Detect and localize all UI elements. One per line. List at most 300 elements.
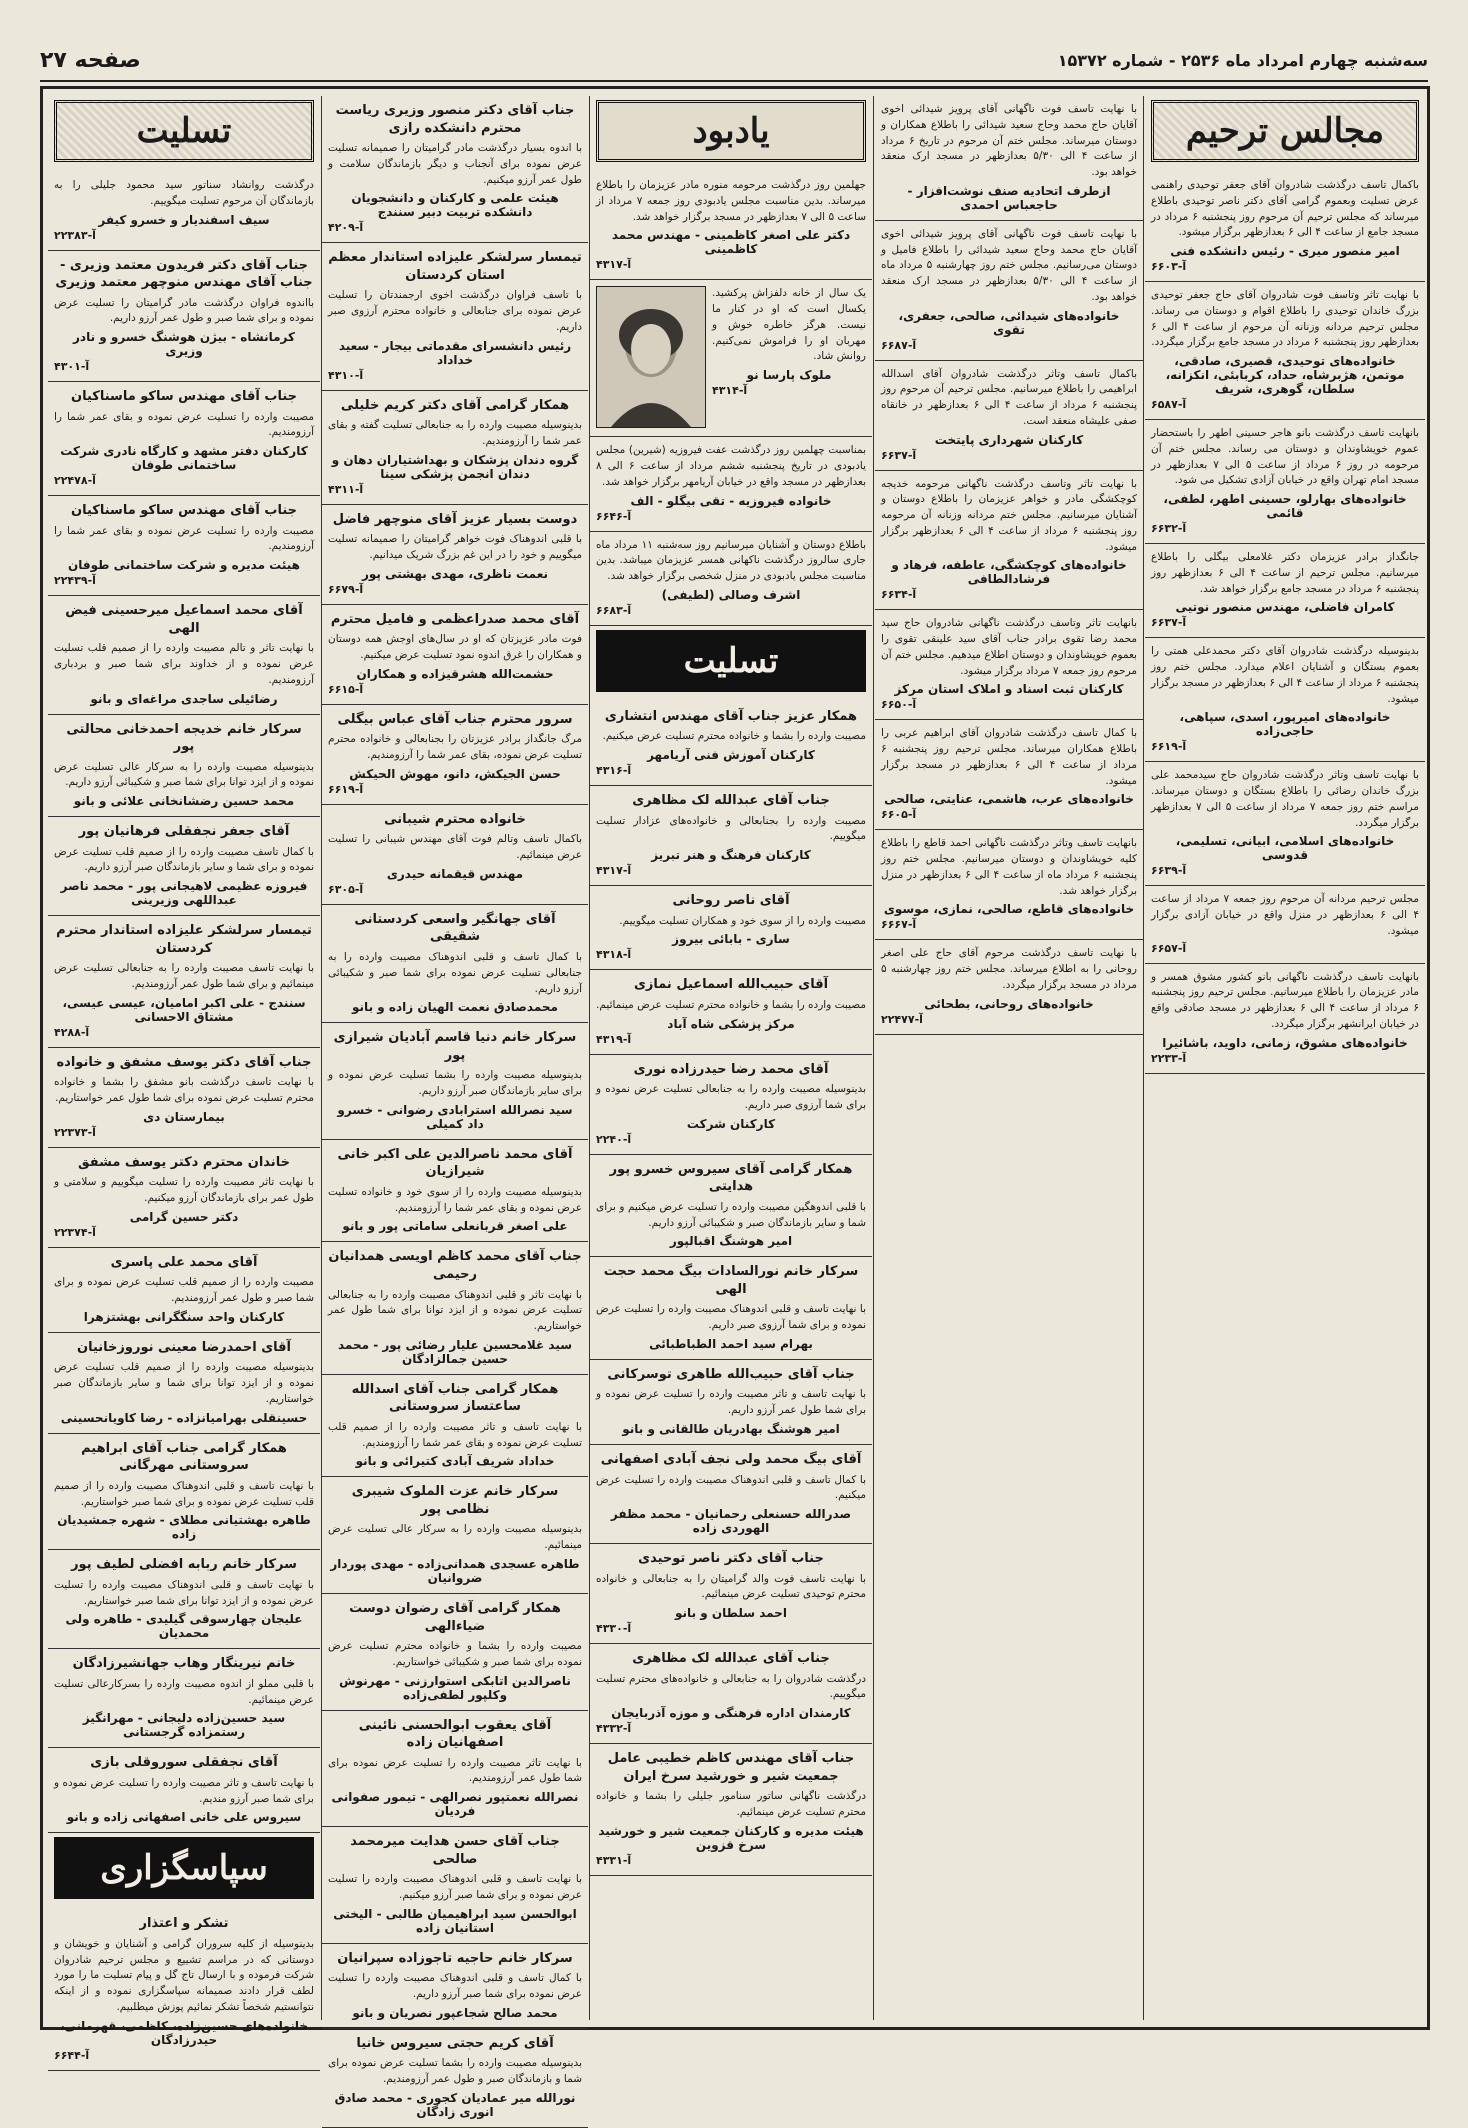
notice-signature: خانواده‌های کوچکشگی، عاطفه، فرهاد و فرشادالطافی [891, 558, 1127, 587]
page-number: صفحه ۲۷ [40, 47, 141, 73]
notice-code: آ-۴۳۳۲ [596, 1722, 632, 1736]
notice-title: سرکار خانم دنیا قاسم آبادیان شیرازی پور [333, 1030, 577, 1063]
notice-title: جناب آقای حسن هدایت میرمحمد صالحی [350, 1834, 560, 1867]
notice-body: بانهایت تاسف درگذشت بانو هاجر حسینی اطهر را باستحضار عموم خویشاوندان و دوستان می رساند. مجلس ختم آن مرحومه در روز ۶ مرداد از ساعت ۵ الی ۷ بعدازظهر در مسجد امام تهران واقع در خیابان آزادی تشکیل می شود. [1151, 427, 1419, 487]
notice [48, 1148, 320, 1248]
column-2-notices [875, 96, 1143, 1035]
notice-code: آ-۶۶۰۳ [1151, 260, 1187, 273]
notice-body: با نهایت تاثر و تالم مصیبت وارده را از صمیم قلب تسلیت عرض نموده و از خداوند برای شما صبر و بردباری آرزومندیم. [54, 642, 314, 686]
notice-body: با نهایت تاسف و تاثر مصیبت وارده را تسلیت عرض نموده و برای شما صبر آرزو مندیم. [54, 1776, 314, 1805]
notice-title: آقای بیگ محمد ولی نجف آبادی اصفهانی [600, 1451, 862, 1467]
notice [590, 1544, 872, 1644]
thanks-body: بدینوسیله از کلیه سروران گرامی و آشنایان و خویشان و دوستانی که در مراسم تشییع و مجلس ترحیم شادروان شرکت فرموده و با ارسال تاج گل و پیام تسلیت ما را مورد لطف قرار دادند صمیمانه سپاسگزاری نموده و از اینکه نتوانستیم شخصاً تشکر نمائیم پوزش میطلبیم. [54, 1937, 314, 2013]
notice-body: مرگ جانگداز برادر عزیزتان را بجنابعالی و خانواده محترم تسلیت عرض نموده، بقای عمر شما را آرزومندیم. [328, 733, 582, 762]
notice-code: آ-۶۶۸۷ [881, 338, 917, 352]
notice [322, 1023, 588, 1140]
notice-body: مصیبت وارده را از سوی خود و همکاران تسلیت میگوییم. [619, 914, 866, 927]
notice-body: باطلاع دوستان و آشنایان میرسانیم روز سه‌شنبه ۱۱ مرداد ماه جاری سالروز درگذشت ناکهانی همسر عزیزمان میباشد. بدین مناسبت مجلس یادبودی در منزل شخصی برگزار خواهد شد. [596, 538, 867, 582]
notice [1145, 544, 1425, 638]
notice-body: باکمال تاسف وتالم فوت آقای مهندس شیبانی را تسلیت عرض مینمائیم. [328, 833, 582, 862]
notice-code: آ-۲۲۳۳ [1151, 1051, 1187, 1065]
notice-body: جهلمین روز درگذشت مرحومه منوره مادر عزیزمان را باطلاع میرساند. بدین مناسبت مجلس یادبودی روز جمعه ۷ مرداد از ساعت ۵ الی ۷ بعدازظهر در مسجد برگزار خواهد شد. [596, 179, 866, 223]
notice-code: آ-۴۳۱۷ [596, 258, 632, 272]
notice-title: دوست بسیار عزیز آقای منوچهر فاضل [332, 511, 578, 527]
notice-code: آ-۶۶۳۹ [1151, 864, 1187, 878]
notice-signature: محمد صالح شجاعپور نصریان و بانو [352, 2005, 558, 2020]
notice [1145, 282, 1425, 420]
notice-code: آ-۶۶۳۷ [1151, 616, 1187, 630]
notice-signature: کارکنان شرکت [686, 1116, 776, 1131]
notice-signature: خانواده‌های مشوق، زمانی، داوید، باشائیرا [1162, 1035, 1408, 1050]
notice-title: سرکار خانم حاجیه تاجوزاده سپرانیان [337, 1950, 573, 1966]
notice [48, 916, 320, 1048]
notice-body: بدینوسیله مصیبت وارده را به سرکار عالی تسلیت عرض نموده و از ایزد توانا برای شما صبر و شکیبائی آرزو داریم. [54, 760, 314, 789]
notice-code: آ-۶۶۱۹ [1151, 740, 1187, 754]
notice-code: آ-۶۶۱۹ [328, 782, 364, 796]
notice-signature: خانواده‌های روحانی، بطحائی [924, 996, 1094, 1011]
notice [590, 1744, 872, 1876]
notice [875, 471, 1143, 611]
notice-title: تیمسار سرلشکر علیزاده استاندار محترم کردستان [56, 923, 312, 956]
notice-code: آ-۴۳۱۶ [596, 764, 632, 778]
notice-body: با نهایت تاسف فوت والد گرامیتان را به جنابعالی و خانواده محترم توحیدی تسلیت عرض مینمائیم. [596, 1572, 866, 1601]
notice [48, 382, 320, 496]
thanks-code: آ-۶۶۴۴ [54, 2048, 90, 2062]
notice-title: آقای احمدرضا معینی نوروزخانیان [77, 1339, 291, 1355]
column-3-notices [590, 702, 872, 1876]
notice [322, 1944, 588, 2029]
notice-body: با نهایت تاسف و قلبی اندوهناک مصیبت وارده را تسلیت عرض نموده و برای شما صبر آرزو میکنیم. [328, 1873, 582, 1902]
notice-signature: نعمت ناظری، مهدی بهشتی پور [362, 566, 548, 581]
notice-body: با نهایت تاثر وتاسف درگذشت ناگهانی مرحومه خدیجه کوچکشگی مادر و خواهر عزیزمان را باطلاع دوستان و آشنایان میرسانیم. مجلس ختم مردانه وزنانه آن مرحومه روز پنجشنبه ۶ مرداد از ساعت ۴ الی ۶ بعدازظهر برگزار میشود. [881, 477, 1138, 553]
notice-body: با نهایت تاسف و قلبی اندوهناک مصیبت وارده را تسلیت عرض نموده و از ایزد توانا برای شما صبر خواستاریم. [54, 1578, 314, 1607]
notice-body: بدینوسیله مصیبت وارده را از صمیم قلب تسلیت عرض نموده و از ایزد توانا برای شما و سایر بازماندگان صبر خواستاریم. [54, 1361, 314, 1405]
notice-title: جناب آقای دکتر یوسف مشفق و خانواده [56, 1054, 312, 1070]
notice-body: مصیبت وارده را بشما و خانواده محترم تسلیت عرض میکنیم. [602, 730, 866, 743]
notice-body: باکمال تاسف وتاثر درگذشت شادروان آقای اسدالله ابراهیمی را باطلاع میرسانیم. مجلس ترحیم آن مرحوم روز پنجشنبه ۶ مرداد از ساعت ۴ الی ۶ بعدازظهر در خانقاه صفی علیشاه منعقد است. [881, 367, 1137, 427]
notice-body: مصیبت وارده را بشما و خانواده محترم تسلیت عرض مینمائیم. [596, 998, 866, 1011]
notice [590, 1055, 872, 1155]
notice-code: آ-۲۲۴۳۹ [54, 574, 96, 588]
notice-body: با نهایت تاثر مصیبت وارده را تسلیت میگوییم و سلامتی و طول عمر برای بازماندگان آرزو میکنیم. [54, 1176, 314, 1205]
notice-title: جناب آقای دکتر ناصر توحیدی [638, 1551, 824, 1567]
banner-majales-tarhim: مجالس ترحیم [1151, 100, 1419, 162]
column-3 [590, 96, 872, 2020]
notice-body: با کمال تاسف مصیبت وارده را از صمیم قلب تسلیت عرض نموده و برای شما و سایر بازماندگان صبر آرزو داریم. [54, 845, 314, 874]
notice [322, 805, 588, 905]
notice-signature: کارکنان شهرداری پایتخت [934, 432, 1084, 447]
notice-title: خانواده محترم شیبانی [384, 811, 526, 827]
notice-signature: طاهره عسجدی همدانی‌زاده - مهدی پوردار ضروانیان [330, 1556, 580, 1585]
notice [1145, 762, 1425, 886]
column-4 [322, 96, 588, 2119]
notice [322, 391, 588, 505]
notice [322, 1827, 588, 1944]
notice-signature: امیر منصور میری - رئیس دانشکده فنی [1170, 244, 1400, 258]
notice-signature: کارکنان واحد سنگگرانی بهشتزهرا [83, 1309, 285, 1324]
notice [590, 1644, 872, 1744]
notice [590, 1445, 872, 1544]
notice-code: آ-۴۳۱۰ [328, 368, 364, 382]
notice-body: با نهایت تاثر مصیبت وارده را تسلیت عرض نموده برای شما طول عمر آرزومندیم. [328, 1756, 582, 1785]
notice-code: آ-۶۶۴۶ [596, 509, 632, 523]
notice-code: آ-۶۶۵۷ [1151, 941, 1187, 955]
notice-body: با نهایت تاسف و قلبی اندوهناک مصیبت وارده را از صمیم قلب تسلیت عرض نموده و برای شما صبر خواستاریم. [54, 1479, 314, 1508]
notice [875, 940, 1143, 1034]
dateline: سه‌شنبه چهارم امرداد ماه ۲۵۳۶ - شماره ۱۵۳۷۲ [1057, 50, 1428, 70]
notice-signature: خانواده‌های قاطع، صالحی، نمازی، موسوی [883, 902, 1135, 917]
notice [590, 437, 872, 531]
notice-body: با نهایت تاثر و قلبی اندوهناک مصیبت وارده را به جنابعالی تسلیت عرض نموده و از ایزد توانا برای شما طول عمر خواستاریم. [328, 1288, 582, 1333]
notice-body: بااندوه فراوان درگذشت مادر گرامیتان را تسلیت عرض نموده و برای شما صبر و طول عمر آرزو داریم. [54, 296, 314, 325]
notice-signature: هیئت مدیره و کارکنان جمعیت شیر و خورشید سرخ قزوین [598, 1823, 864, 1852]
notice-signature: ناصرالدین اتابکی استوارزنی - مهرنوش وکلپور لطفی‌زاده [339, 1673, 571, 1702]
notice-signature: کارکنان دفتر مشهد و کارگاه نادری شرکت ساختمانی طوفان [60, 444, 308, 473]
notice-signature: محمد حسین رضشانخانی علائی و بانو [73, 794, 295, 809]
notice-signature: خانواده‌های عرب، هاشمی، عنایتی، صالحی [884, 792, 1134, 807]
notice-title: جناب آقای حبیب‌الله طاهری توسرکانی [607, 1366, 855, 1382]
notice-signature: ازطرف اتحادیه صنف نوشت‌افزار - حاجعباس احمدی [907, 183, 1111, 212]
notice-body: جانگداز برادر عزیزمان دکتر غلامعلی بیگلی را باطلاع میرسانیم. مجلس ترحیم از ساعت ۴ الی ۶ بعدازظهر روز پنجشنبه ۶ مرداد در مسجد جامع برگزار خواهد شد. [1151, 551, 1419, 595]
notice-code: آ-۴۳۰۱ [54, 360, 90, 374]
notice [1145, 420, 1425, 544]
notice-code: آ-۴۳۱۸ [596, 948, 632, 962]
portrait-photo [596, 286, 706, 428]
notice-signature: ساری - بابائی بیروز [672, 932, 790, 947]
notice-body: بدینوسیله مصیبت وارده را بشما تسلیت عرض نموده برای شما و بازماندگان صبر و طول عمر آرزومندیم. [328, 2057, 582, 2086]
notice-signature: سنندج - علی اکبر امامیان، عیسی عیسی، مشتاق الاحسانی [62, 995, 306, 1024]
notice-body: با قلبی اندوهناک فوت خواهر گرامیتان را صمیمانه تسلیت میگوییم و خود را در این غم بزرگ شریک میدانیم. [328, 533, 582, 562]
notice [48, 1048, 320, 1148]
notice [1145, 172, 1425, 282]
notice-signature: خانواده‌های امیرپور، اسدی، سپاهی، حاجی‌زاده [1179, 710, 1391, 739]
notice-title: همکار گرامی جناب آقای ابراهیم سروستانی مهرگانی [81, 1440, 287, 1474]
notice-body: با نهایت تاسف مصیبت وارده را به جنابعالی تسلیت عرض مینمائیم و برای شما طول عمر آرزومندیم. [54, 962, 314, 991]
notice-title: همکار گرامی آقای سیروس خسرو پور هدایتی [609, 1161, 853, 1195]
notice-signature: دکتر علی اصغر کاظمینی - مهندس محمد کاظمینی [611, 228, 851, 257]
notice-body: باکمال تاسف درگذشت شادروان آقای جعفر توحیدی راهنمی عرض تسلیت وبعموم گرامی آقای دکتر ناصر توحیدی باطلاع میرساند که مجلس ترحیم آن مرحوم روز پنجشنبه ۶ مرداد در مسجد جامع از ساعت ۴ الی ۶ بعدازظهر برگزار میشود. [1151, 179, 1419, 239]
notice-signature: کارکنان آموزش فنی آریامهر [647, 748, 815, 763]
memorial-text: یک سال از خانه دلفزاش پرکشید. یکسال است که او در کنار ما نیست. هرگز خاطره خوش و مهربان او را فراموش نمی‌کنیم. روانش شاد. [712, 287, 866, 363]
notice-code: آ-۲۲۴۷۷ [881, 1012, 923, 1026]
notice [590, 786, 872, 886]
notice [590, 1257, 872, 1360]
notice-title: جناب آقای عبدالله لک مظاهری [632, 793, 830, 809]
notice [590, 1360, 872, 1445]
notice-code: آ-۶۶۷۹ [328, 582, 364, 596]
notice-signature: گروه دندان پزشکان و بهداشتیاران دهان و دندان انجمن پزشکی سینا [331, 452, 579, 481]
notice-signature: صدرالله حسنعلی رحمانیان - محمد مظفر الهوردی زاده [610, 1507, 852, 1536]
notice [322, 1242, 588, 1374]
notice [48, 172, 320, 251]
notice-signature: کامران فاضلی، مهندس منصور نوتیی [1175, 600, 1395, 615]
notice [48, 715, 320, 818]
notice-title: سرکار خانم عزت الملوک شیبری نظامی پور [351, 1484, 559, 1517]
notice-body: با تاسف فراوان درگذشت اخوی ارجمندتان را تسلیت عرض نموده برای جنابعالی و خانواده محترم آرزوی صبر داریم. [328, 289, 582, 333]
notice-signature: رئیس دانشسرای مقدماتی بیجار - سعید خداداد [338, 338, 572, 367]
notice-body: با قلبی مملو از اندوه مصیبت وارده را بسرکارعالی تسلیت عرض مینمائیم. [54, 1677, 314, 1706]
notice [590, 532, 872, 626]
memorial-poem [712, 286, 866, 428]
notice-signature: خانواده فیروزیه - تقی بیگلو - الف [630, 493, 832, 508]
notice [875, 720, 1143, 830]
notice-body: با نهایت تاسف و تاثر مصیبت وارده را تسلیت عرض نموده و برای شما طول عمر آرزو داریم. [596, 1388, 866, 1417]
notice-signature: خانواده‌های بهارلو، حسینی اطهر، لطفی، قائمی [1163, 492, 1407, 520]
notice-signature: دکتر حسین گرامی [129, 1209, 239, 1224]
notice-title: آقای جهانگیر واسعی کردستانی شقیقی [354, 911, 556, 945]
notice-body: با اندوه بسیار درگذشت مادر گرامیتان را صمیمانه تسلیت عرض نموده برای آنجناب و دیگر بازماندگان سلامت و طول عمر آرزو میکنیم. [328, 142, 582, 186]
notice-signature: کارکنان ثبت اسناد و املاک استان مرکز [894, 682, 1124, 697]
notice [590, 1155, 872, 1258]
notice-signature: اشرف وصالی (لطیفی) [661, 587, 801, 602]
notice-title: همکار گرامی جناب آقای اسدالله ساعتساز سروستانی [351, 1381, 559, 1415]
notice [322, 1375, 588, 1478]
notice-signature: خداداد شریف آبادی کتیرائی و بانو [355, 1454, 555, 1469]
memorial-signature: ملوک پارسا نو [746, 368, 832, 382]
notice-title: جناب آقای دکتر فریدون معتمد وزیری - جناب آقای مهندس منوچهر معتمد وزیری [55, 257, 313, 291]
notice-signature: سیروس علی خانی اصفهانی زاده و بانو [66, 1810, 302, 1825]
notice-signature: نصرالله نعمتپور نصرالهی - تیمور صفوانی فردیان [331, 1790, 579, 1819]
notice-title: جناب آقای دکتر منصور وزیری ریاست محترم دانشکده رازی [335, 103, 575, 136]
notice-code: آ-۶۶۸۳ [596, 603, 632, 617]
banner-sepasgozari: سپاسگزاری [54, 1837, 314, 1899]
notice [1145, 964, 1425, 1074]
notice-body: درگذشت شادروان را به جنابعالی و خانواده‌های محترم تسلیت میگوییم. [596, 1672, 866, 1701]
notice [590, 172, 872, 280]
column-rule [873, 96, 874, 2020]
notice-body: مصیبت وارده را بجنابعالی و خانواده‌های عزادار تسلیت میگوییم. [596, 814, 866, 843]
notice-title: آقای محمد ناصرالدین علی اکبر خانی شیرازیان [337, 1146, 573, 1180]
notice [875, 830, 1143, 940]
thanks-title: تشکر و اعتذار [139, 1916, 229, 1932]
notice-body: با نهایت تاسف فوت ناگهانی آقای پرویز شیدائی اخوی آقایان حاج محمد وحاج سعید شیدائی را باطلاع همکاران و دوستان میرساند. مجلس ختم آن مرحوم در تاریخ ۶ مرداد از ساعت ۴ الی ۵/۳۰ بعدازظهر در مسجد ارک منعقد خواهد بود. [881, 103, 1137, 178]
notice [1145, 638, 1425, 762]
notice-signature: حسینقلی بهرامیانزاده - رضا کاویانحسینی [60, 1410, 308, 1425]
notice-body: با قلبی اندوهگین مصیبت وارده را تسلیت عرض میکنیم و برای شما و سایر بازماندگان صبر و شکیبائی آرزو داریم. [596, 1200, 866, 1229]
notice [875, 221, 1143, 361]
notice-title: جناب آقای محمد کاظم اویسی همدانیان رحیمی [328, 1249, 582, 1282]
notice-code: آ-۴۳۱۹ [596, 1032, 632, 1046]
notice-code: آ-۲۲۳۷۴ [54, 1225, 96, 1239]
notice-body: با کمال تاسف و قلبی اندوهناک مصیبت وارده را تسلیت عرض میکنیم. [596, 1473, 866, 1502]
notice-signature: حشمت‌الله هشرقیزاده و همکاران [356, 666, 554, 681]
notice-signature: کارمندان اداره فرهنگی و موزه آذربایجان [611, 1706, 851, 1721]
notice-signature: مهندس قیقمانه حیدری [386, 866, 524, 881]
notice [48, 1248, 320, 1333]
notice-body: بانهایت تاسف وتاثر درگذشت ناگهانی احمد قاطع را باطلاع کلیه خویشاوندان و دوستان میرسانیم. مجلس ختم روز پنجشنبه ۶ مرداد ماه از ساعت ۴ الی ۶ بعدازظهر در منزل برگزار خواهد شد. [881, 837, 1137, 897]
notice-signature: طاهره بهشتیانی مطلای - شهره جمشیدیان زاده [57, 1513, 311, 1542]
notice-body: مجلس ترحیم مردانه آن مرحوم روز جمعه ۷ مرداد از ساعت ۴ الی ۶ بعدازظهر در منزل واقع در خیابان آزادی برگزار میشود. [1151, 893, 1419, 937]
notice [322, 605, 588, 705]
memorial-with-photo [590, 280, 872, 437]
notice [322, 1477, 588, 1594]
notice-code: آ-۴۲۸۸ [54, 1025, 90, 1039]
notice [48, 1333, 320, 1434]
notice-body: بمناسبت چهلمین روز درگذشت عفت فیروزیه (شیرین) مجلس یادبودی در تاریخ پنجشنبه ششم مرداد از ساعت ۶ الی ۸ بعدازظهر در مسجد واقع در خیابان آریامهر برگزار خواهد شد. [596, 444, 866, 488]
notice-title: آقای محمد رضا حیدرزاده نوری [633, 1061, 829, 1077]
notice-code: آ-۴۳۳۰ [596, 1622, 632, 1636]
portrait-figure [597, 287, 705, 427]
notice-signature: کرمانشاه - بیژن هوشنگ خسرو و نادر وزیری [73, 330, 295, 359]
notice-body: مصیبت وارده را بشما و خانواده محترم تسلیت عرض نموده برای شما صبر و شکیبائی خواستاریم. [328, 1640, 582, 1668]
notice-code: آ-۴۲۰۹ [328, 221, 364, 235]
notice-title: جناب آقای مهندس ساکو ماسناکیان [71, 503, 297, 519]
notice-code: آ-۲۲۳۸۳ [54, 228, 96, 242]
banner-taslit-center: تسلیت [596, 630, 866, 692]
memorial-row [596, 286, 866, 428]
notice-signature: سید حسین‌زاده دلیجانی - مهرانگیز رستمزاده گرجستانی [82, 1711, 286, 1740]
notice-body: درگذشت روانشاد سناتور سید محمود جلیلی را به بازماندگان آن مرحوم تسلیت میگوییم. [54, 179, 314, 207]
notice-body: با نهایت تاسف فوت ناگهانی آقای پرویز شیدائی اخوی آقایان حاج محمد وحاج سعید شیدائی را باطلاع فامیل و دوستان می‌رسانیم. مجلس ختم روز چهارشنبه ۵ مرداد ماه از ساعت ۴ الی ۵/۳۰ بعدازظهر در مسجد ارک منعقد خواهد بود. [881, 227, 1138, 303]
notice-body: بدینوسیله مصیبت وارده را به جنابعالی تسلیت عرض نموده و برای شما آرزوی صبر داریم. [596, 1083, 866, 1111]
notice [875, 361, 1143, 471]
notice-body: مصیبت وارده را تسلیت عرض نموده و بقای عمر شما را آرزومندیم. [54, 410, 314, 439]
notice-signature: هیئت علمی و کارکنان و دانشجویان دانشکده تربیت دبیر سنندج [351, 191, 559, 220]
notice-body: بانهایت تاثر وتاسف درگذشت ناگهانی شادروان حاج سید محمد رضا تقوی برادر جناب آقای سید علینقی تقوی را بعموم خویشاوندان و دوستان اطلاع میدهیم. مجلس ختم آن مرحوم روز جمعه ۷ مرداد برگزار میشود. [881, 617, 1137, 677]
notice-body: بانهایت تاسف درگذشت ناگهانی بانو کشور مشوق همسر و مادر عزیزمان را باطلاع میرسانیم. مجلس ترحیم روز پنجشنبه ۶ مرداد از ساعت ۴ الی ۶ بعدازظهر در مسجد صادقی واقع در خیابان ایرانشهر برگزار میگردد. [1151, 970, 1419, 1030]
notice-signature: خانواده‌های توحیدی، قصیری، صادقی، موتمن، هژبرشاه، حداد، کربابئی، انکزانه، سلطان، گوهری، شریف [1165, 354, 1405, 396]
notice-body: با کمال تاسف و قلبی اندوهناک مصیبت وارده را تسلیت عرض نموده برای شما صبر آرزو داریم. [328, 1972, 582, 2001]
column-5-notices [48, 172, 320, 1833]
notice [875, 610, 1143, 720]
notice-code: آ-۶۳۰۵ [328, 882, 364, 896]
column-rule [1143, 96, 1144, 2020]
notice-title: همکار عزیز جناب آقای مهندس انتشاری [604, 708, 858, 724]
notice-title: همکار گرامی آقای دکتر کریم خلیلی [340, 397, 570, 413]
notice-title: جناب آقای عبدالله لک مظاهری [632, 1651, 830, 1667]
notice-title: آقای محمد اسماعیل میرحسینی فیض الهی [65, 603, 303, 636]
notice-title: سرکار خانم ربابه افضلی لطیف پور [71, 1557, 297, 1573]
notice-code: آ-۶۶۵۰ [881, 698, 917, 712]
notice-code: آ-۲۲۴۰ [596, 1132, 632, 1146]
notice-body: فوت مادر عزیزتان که او در سال‌های اوجش همه دوستان و همکاران را غرق اندوه نمود تسلیت عرض میکنیم. [328, 633, 582, 662]
notice [48, 1550, 320, 1649]
notice-title: آقای حبیب‌الله اسماعیل نمازی [633, 977, 829, 993]
notice [322, 705, 588, 805]
notice [322, 1711, 588, 1828]
notice-signature: ابوالحسن سید ابراهیمیان طالبی - الیختی استانیان زاده [333, 1906, 577, 1935]
notice [875, 96, 1143, 221]
notice-signature: خانواده‌های اسلامی، ابیانی، تسلیمی، قدوسی [1175, 834, 1395, 863]
notice-code: آ-۶۶۶۷ [881, 918, 917, 932]
notice-body: با کمال تاسف و قلبی اندوهناک مصیبت وارده را به جنابعالی تسلیت عرض نموده برای شما صبر و شکیبائی آرزو داریم. [328, 951, 582, 995]
notice [322, 2029, 588, 2128]
notice-signature: سیف اسفندیار و خسرو کیفر [98, 212, 270, 227]
notice-body: مصیبت وارده را از صمیم قلب تسلیت عرض نموده و برای شما صبر و طول عمر آرزومندیم. [54, 1276, 314, 1305]
notice [48, 817, 320, 916]
notice-code: آ-۲۲۴۷۸ [54, 474, 96, 488]
notice-body: با نهایت تاسف و تاثر مصیبت وارده را از صمیم قلب تسلیت عرض نموده و بقای عمر شما را آرزومندیم. [328, 1420, 582, 1449]
notice-code: آ-۶۶۰۵ [881, 808, 917, 822]
notice-signature: نورالله میر عمادیان کجوری - محمد صادق انوری زادگان [334, 2090, 576, 2119]
notice-code: آ-۴۳۱۱ [328, 482, 364, 496]
notice-title: جناب آقای مهندس ساکو ماسناکیان [71, 389, 297, 405]
notice-signature: خانواده‌های شیدائی، صالحی، جعفری، تقوی [898, 308, 1120, 337]
notice-code: آ-۴۳۳۱ [596, 1853, 632, 1867]
notice [322, 243, 588, 390]
notice [590, 970, 872, 1054]
notice [48, 1649, 320, 1748]
notice-body: بدینوسیله مصیبت وارده را به جنابعالی تسلیت گفته و بقای عمر شما را آرزومندیم. [328, 419, 582, 447]
notice-title: خاندان محترم دکتر یوسف مشفق [78, 1154, 290, 1170]
notice-title: آقای ناصر روحانی [672, 893, 790, 909]
notice-title: آقای یعقوب ابوالحسنی نائینی اصفهانیان زاده [358, 1717, 552, 1751]
notice [590, 886, 872, 970]
notice-body: بدینوسیله مصیبت وارده را بشما تسلیت عرض نموده و برای سایر بازماندگان صبر آرزو داریم. [328, 1069, 582, 1098]
notice-body: بدینوسیله مصیبت وارده را از سوی خود و خانواده تسلیت عرض نموده و بقای عمر شما را آرزومندیم. [328, 1185, 582, 1214]
notice-title: آقای کریم حجتی سیروس خانیا [356, 2035, 554, 2051]
notice-body: بدینوسیله درگذشت شادروان آقای دکتر محمدعلی همتی را بعموم بستگان و آشنایان اعلام میدارد. مجلس ختم روز پنجشنبه ۶ مرداد از ساعت ۴ الی ۶ بعدازظهر در مسجد برگزار میشود. [1151, 645, 1419, 705]
notice-signature: امیر هوشنگ بهادریان طالقانی و بانو [622, 1421, 840, 1436]
notice-signature: مرکز پزشکی شاه آباد [667, 1016, 795, 1031]
notice-signature: هیئت مدیره و شرکت ساختمانی طوفان [67, 558, 300, 573]
notice [1145, 886, 1425, 963]
notice-signature: حسن الجیکش، دانو، مهوش الحیکش [349, 766, 561, 781]
notice-code: آ-۶۶۱۵ [328, 682, 364, 696]
notice-signature: فیروزه عظیمی لاهیجانی پور - محمد ناصر عبداللهی وزیرینی [60, 879, 308, 908]
notice-signature: کارکنان فرهنگ و هنر تبریز [651, 848, 811, 863]
notice-title: آقای نجفقلی سوروقلی بازی [90, 1755, 278, 1771]
banner-yadbood: یادبود [596, 100, 866, 162]
notice-signature: محمدصادق نعمت الهیان زاده و بانو [352, 1000, 558, 1015]
notice-signature: بهرام سید احمد الطباطبائی [649, 1336, 813, 1351]
column-4-notices [322, 96, 588, 2128]
notice [590, 702, 872, 786]
notice-title: سرکار خانم خدیجه احمدخانی محالتی پور [66, 721, 302, 755]
notice-body: بدینوسیله مصیبت وارده را به سرکار عالی تسلیت عرض مینمائیم. [328, 1523, 582, 1552]
notice [48, 1748, 320, 1833]
notice-code: آ-۶۶۳۷ [881, 448, 917, 462]
notice-title: جناب آقای مهندس کاظم خطیبی عامل جمعیت شیر و خورشید سرخ ایران [607, 1751, 855, 1784]
notice-body: با نهایت تاسف درگذشت بانو مشفق را بشما و خانواده محترم تسلیت عرض نموده برای شما طول عمر خواستاریم. [54, 1076, 314, 1105]
notice-title: همکار گرامی آقای رضوان دوست ضیاءالهی [349, 1600, 561, 1634]
notice [322, 1594, 588, 1711]
notice-signature: سید غلامحسین علیار رضائی پور - محمد حسین جمالزادگان [337, 1337, 573, 1366]
page-header [40, 40, 1428, 82]
notice-signature: امیر هوشنگ اقبالپور [669, 1234, 793, 1249]
notice-body: با نهایت تاسف درگذشت مرحوم آقای حاج علی اصغر روحانی را به اطلاع میرساند. مجلس ختم روز چهارشنبه ۵ مرداد در مسجد برگزار میگردد. [881, 947, 1137, 991]
notice-body: درگذشت ناگهانی ساتور سنامور جلیلی را بشما و خانواده محترم تسلیت عرض مینمائیم. [596, 1790, 866, 1818]
notice-code: آ-۶۶۳۲ [1151, 522, 1187, 535]
notice [322, 905, 588, 1023]
notice-signature: رضائیلی ساجدی مراغه‌ای و بانو [90, 691, 278, 706]
notice-signature: علی اصغر قربانعلی ساماتی پور و بانو [342, 1219, 568, 1234]
notice-title: سرور محترم جناب آقای عباس بیگلی [337, 711, 573, 727]
thanks-signature: خانواده‌های حسین‌زاده، کاظمی، قهرمانی، حیدرزادگان [59, 2018, 309, 2047]
thanks-notice [48, 1909, 320, 2070]
notice [48, 496, 320, 596]
notice-body: با نهایت تاسف و قلبی اندوهناک مصیبت وارده را تسلیت عرض نموده و برای شما آرزوی صبر داریم. [596, 1303, 866, 1332]
notice [48, 1434, 320, 1551]
notice [322, 96, 588, 243]
notice [322, 1140, 588, 1243]
column-1-notices [1145, 172, 1425, 1074]
notice [48, 251, 320, 383]
notice-code: آ-۴۳۱۷ [596, 864, 632, 878]
notice-title: تیمسار سرلشکر علیزاده استاندار معظم استان کردستان [328, 250, 582, 283]
notice-title: خانم نیرینگار وهاب جهانشیرزادگان [72, 1656, 296, 1672]
notice-title: سرکار خانم نورالسادات بیگ محمد حجت الهی [603, 1264, 859, 1297]
banner-taslit: تسلیت [54, 100, 314, 162]
notice-title: آقای جعفر نجفقلی فرهانیان پور [78, 824, 290, 840]
column-5 [48, 96, 320, 2062]
memorial-code: آ-۴۳۱۴ [712, 384, 748, 397]
notice-signature: علیجان چهارسوقی گیلیدی - طاهره ولی محمدیان [65, 1612, 303, 1641]
notice [48, 596, 320, 714]
column-2 [875, 96, 1143, 2020]
notice-signature: احمد سلطان و بانو [675, 1606, 787, 1621]
notice-signature: سید نصرالله استرابادی رضوانی - خسرو داد کمیلی [337, 1102, 573, 1131]
